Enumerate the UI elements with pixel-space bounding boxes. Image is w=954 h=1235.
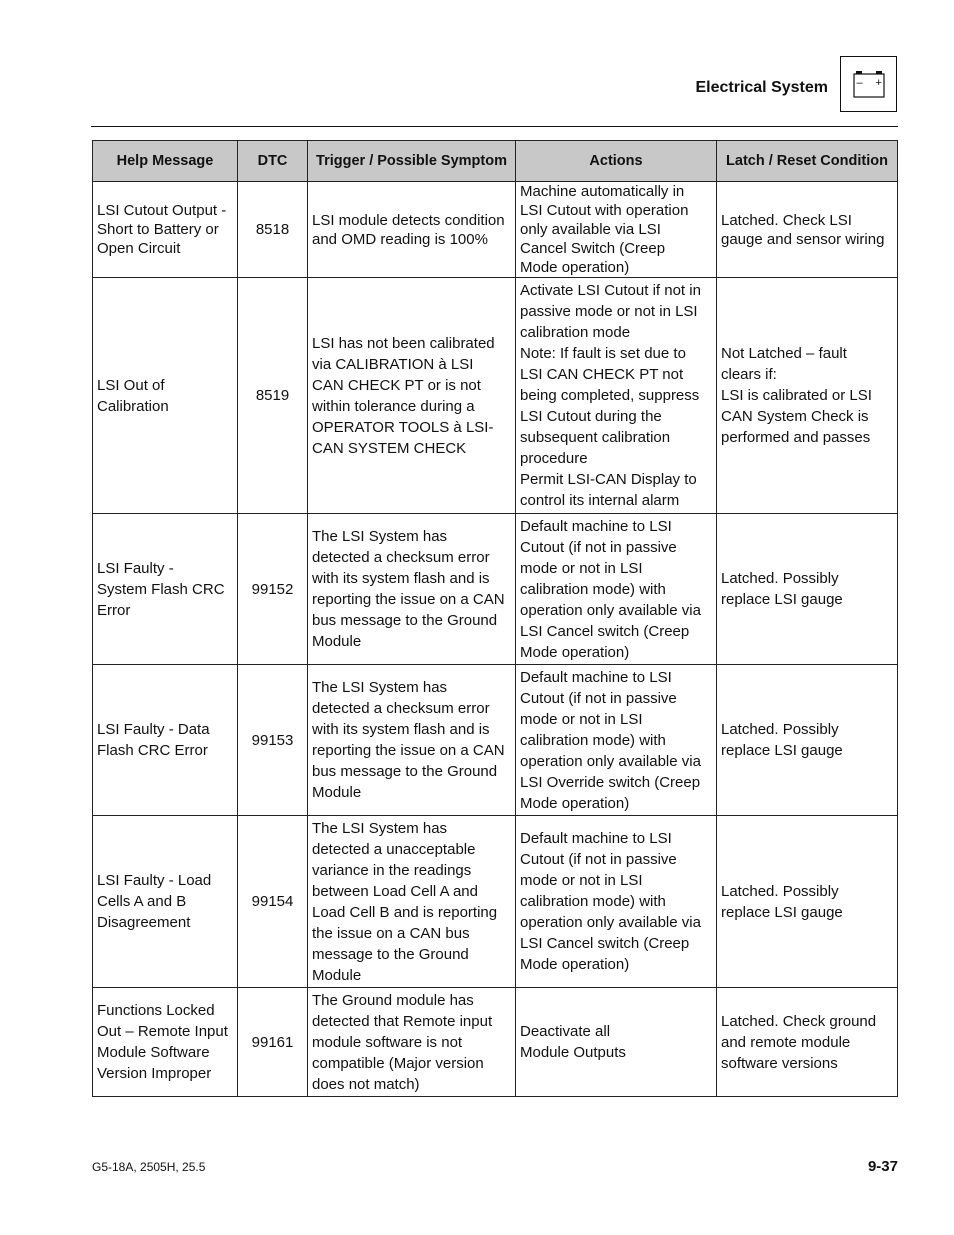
cell-text-line: LSI Cutout during the [520,408,662,425]
table-row [93,988,898,1097]
cell-text-line: Module [312,784,362,801]
cell-text-line: with its system flash and is [312,570,490,587]
cell-text-line: LSI has not been calibrated [312,334,495,352]
page-number: 9-37 [867,1158,898,1175]
cell-text-line: LSI Cancel switch (Creep [520,935,690,952]
cell-text-line: replace LSI gauge [721,742,843,759]
cell-text-line: Module Software [97,1044,210,1061]
cell-text-line: Out – Remote Input [97,1023,228,1040]
latch-reset-cell [717,665,898,816]
trigger-cell [308,816,516,988]
trigger-cell [308,278,516,514]
cell-text-line: replace LSI gauge [721,903,843,921]
cell-text-line: LSI module detects condition [312,211,505,229]
cell-text-line: Mode operation) [520,956,630,973]
cell-text-line: calibration mode) with [520,893,666,910]
dtc-table [92,140,898,1097]
document-reference: G5-18A, 2505H, 25.5 [92,1160,206,1174]
battery-icon-graphic [841,57,895,110]
cell-text-line: calibration mode) with [520,731,666,749]
table-row [93,182,898,278]
cell-text-line: reporting the issue on a CAN [312,591,505,608]
cell-text-line: Cancel Switch (Creep [520,240,666,257]
help-message-cell [93,665,238,816]
cell-text-line: Latched. Possibly [721,882,839,900]
cell-text-line: Cutout (if not in passive [520,851,677,868]
cell-text-line: mode or not in LSI [520,710,643,728]
help-message-cell [93,182,238,278]
cell-text-line: CAN System Check is [721,408,869,425]
help-message-cell [93,816,238,988]
cell-text-line: module software is not [312,1033,463,1051]
cell-text-line: Module [312,966,362,984]
cell-text-line: Disagreement [97,914,191,931]
cell-text-line: Calibration [97,397,169,415]
section-title: Electrical System [695,79,828,96]
cell-text-line: and remote module [721,1033,851,1051]
cell-text-line: Cutout (if not in passive [520,538,677,556]
cell-text-line: the issue on a CAN bus [312,924,470,942]
cell-text-line: via CALIBRATION à LSI [312,355,474,373]
dtc-code-cell: 8518 [238,182,308,278]
help-message-cell [93,278,238,514]
cell-text-line: subsequent calibration [520,429,671,446]
actions-cell [516,278,717,514]
cell-text-line: Deactivate all [520,1023,611,1040]
cell-text-line: Machine automatically in [520,183,685,200]
cell-text-line: with its system flash and is [312,721,490,738]
cell-text-line: CAN SYSTEM CHECK [312,439,467,457]
latch-reset-cell [717,182,898,278]
help-message-cell [93,514,238,665]
cell-text-line: Not Latched – fault [721,345,847,362]
column-header-trigger: Trigger / Possible Symptom [308,141,516,182]
cell-text-line: clears if: [721,366,777,383]
cell-text-line: Latched. Possibly [721,570,839,587]
latch-reset-cell [717,514,898,665]
cell-text-line: variance in the readings [312,861,472,879]
cell-text-line: mode or not in LSI [520,559,643,577]
cell-text-line: The Ground module has [312,991,474,1009]
cell-text-line: Open Circuit [97,240,181,257]
cell-text-line: Mode operation) [520,643,630,661]
cell-text-line: Module [312,633,362,650]
cell-text-line: Note: If fault is set due to [520,345,686,362]
cell-text-line: Latched. Check LSI [721,211,852,229]
actions-cell [516,988,717,1097]
cell-text-line: Default machine to LSI [520,517,672,535]
cell-text-line: operation only available via [520,914,701,931]
table-row [93,665,898,816]
cell-text-line: reporting the issue on a CAN [312,742,505,759]
dtc-code-cell: 8519 [238,278,308,514]
cell-text-line: Latched. Check ground [721,1012,877,1030]
cell-text-line: Version Improper [97,1065,212,1082]
cell-text-line: LSI CAN CHECK PT not [520,366,684,383]
battery-minus-label: – [856,77,863,89]
cell-text-line: Error [97,601,131,619]
cell-text-line: The LSI System has [312,819,448,837]
cell-text-line: Default machine to LSI [520,668,672,686]
cell-text-line: performed and passes [721,429,871,446]
cell-text-line: compatible (Major version [312,1054,484,1072]
cell-text-line: gauge and sensor wiring [721,230,885,248]
cell-text-line: Permit LSI-CAN Display to [520,471,697,488]
dtc-code-cell: 99154 [238,816,308,988]
latch-reset-cell [717,278,898,514]
trigger-cell [308,514,516,665]
cell-text-line: calibration mode [520,324,631,341]
cell-text-line: does not match) [312,1075,420,1093]
cell-text-line: software versions [721,1054,838,1072]
help-message-cell [93,988,238,1097]
cell-text-line: operation only available via [520,601,701,619]
cell-text-line: bus message to the Ground [312,612,498,629]
cell-text-line: message to the Ground [312,945,469,963]
cell-text-line: LSI Faulty - [97,559,174,577]
cell-text-line: Module Outputs [520,1044,626,1061]
cell-text-line: LSI Cancel switch (Creep [520,622,690,640]
cell-text-line: The LSI System has [312,528,448,545]
cell-text-line: detected a checksum error [312,549,490,566]
dtc-code-cell: 99161 [238,988,308,1097]
cell-text-line: System Flash CRC [97,580,225,598]
cell-text-line: procedure [520,450,588,467]
cell-text-line: mode or not in LSI [520,872,643,889]
cell-text-line: passive mode or not in LSI [520,303,698,320]
cell-text-line: detected a unacceptable [312,840,476,858]
cell-text-line: calibration mode) with [520,580,666,598]
trigger-cell [308,182,516,278]
latch-reset-cell [717,988,898,1097]
cell-text-line: Functions Locked [97,1002,215,1019]
cell-text-line: Mode operation) [520,794,630,812]
cell-text-line: The LSI System has [312,679,448,696]
cell-text-line: LSI is calibrated or LSI [721,387,872,404]
dtc-code-cell: 99153 [238,665,308,816]
cell-text-line: Mode operation) [520,259,630,276]
column-header-help-message: Help Message [93,141,238,182]
cell-text-line: within tolerance during a [312,397,475,415]
cell-text-line: LSI Faulty - Load [97,872,212,889]
cell-text-line: LSI Override switch (Creep [520,773,701,791]
cell-text-line: Load Cell B and is reporting [312,903,498,921]
cell-text-line: between Load Cell A and [312,882,478,900]
cell-text-line: being completed, suppress [520,387,700,404]
actions-cell [516,514,717,665]
table-body [93,182,898,1097]
battery-plus-label: + [875,77,882,89]
cell-text-line: operation only available via [520,752,701,770]
cell-text-line: Short to Battery or [97,221,219,238]
cell-text-line: LSI Cutout Output - [97,202,227,219]
column-header-dtc: DTC [238,141,308,182]
column-header-actions: Actions [516,141,717,182]
actions-cell [516,665,717,816]
cell-text-line: CAN CHECK PT or is not [312,376,481,394]
cell-text-line: Cutout (if not in passive [520,689,677,707]
cell-text-line: LSI Faulty - Data [97,721,210,738]
cell-text-line: control its internal alarm [520,492,680,509]
cell-text-line: LSI Cutout with operation [520,202,689,219]
cell-text-line: and OMD reading is 100% [312,230,488,248]
dtc-code-cell: 99152 [238,514,308,665]
cell-text-line: LSI Out of [97,376,165,394]
cell-text-line: Default machine to LSI [520,830,672,847]
cell-text-line: detected a checksum error [312,700,490,717]
cell-text-line: Latched. Possibly [721,721,839,738]
table-row [93,278,898,514]
table-row [93,514,898,665]
cell-text-line: Flash CRC Error [97,742,208,759]
actions-cell [516,816,717,988]
cell-text-line: bus message to the Ground [312,763,498,780]
cell-text-line: OPERATOR TOOLS à LSI- [312,418,494,436]
trigger-cell [308,988,516,1097]
cell-text-line: replace LSI gauge [721,591,843,608]
cell-text-line: detected that Remote input [312,1012,493,1030]
actions-cell [516,182,717,278]
cell-text-line: only available via LSI [520,221,661,238]
trigger-cell [308,665,516,816]
table-row [93,816,898,988]
cell-text-line: Cells A and B [97,893,187,910]
column-header-latch-reset: Latch / Reset Condition [717,141,898,182]
table-header-row [93,141,898,182]
cell-text-line: Activate LSI Cutout if not in [520,282,701,299]
header-divider [91,126,898,127]
latch-reset-cell [717,816,898,988]
battery-icon [840,56,897,112]
